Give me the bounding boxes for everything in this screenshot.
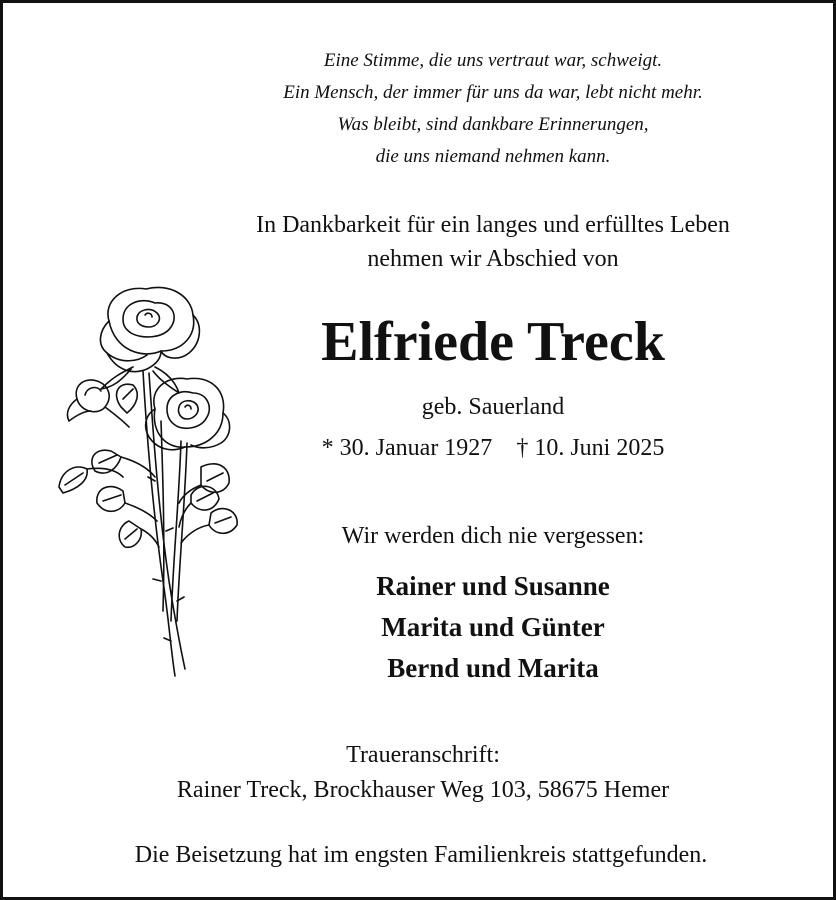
family-list [293, 566, 693, 689]
family-member: Marita und Günter [381, 612, 605, 642]
family-member: Bernd und Marita [387, 653, 599, 683]
remember-line: Wir werden dich nie vergessen: [341, 523, 645, 549]
deceased-name: Elfriede Treck [321, 311, 665, 373]
life-dates [263, 431, 723, 465]
birth-name: geb. Sauerland [421, 394, 565, 420]
birth-date: * 30. Januar 1927 [321, 435, 493, 461]
poem-line: Ein Mensch, der immer für uns da war, lebt nicht mehr. [283, 82, 703, 103]
address-line: Rainer Treck, Brockhauser Weg 103, 58675 Hemer [176, 777, 670, 803]
poem [243, 45, 743, 173]
intro-text [193, 208, 793, 276]
closing-note: Die Beisetzung hat im engsten Familienkreis stattgefunden. [134, 842, 708, 868]
poem-line: Was bleibt, sind dankbare Erinnerungen, [337, 114, 649, 135]
intro-line: nehmen wir Abschied von [367, 246, 619, 272]
family-member: Rainer und Susanne [376, 571, 610, 601]
address-label: Traueranschrift: [346, 742, 500, 768]
poem-line: die uns niemand nehmen kann. [375, 146, 611, 167]
death-date: † 10. Juni 2025 [516, 435, 665, 461]
poem-line: Eine Stimme, die uns vertraut war, schweigt. [323, 50, 663, 71]
roses-illustration-icon [51, 281, 241, 686]
intro-line: In Dankbarkeit für ein langes und erfülltes Leben [256, 212, 730, 238]
